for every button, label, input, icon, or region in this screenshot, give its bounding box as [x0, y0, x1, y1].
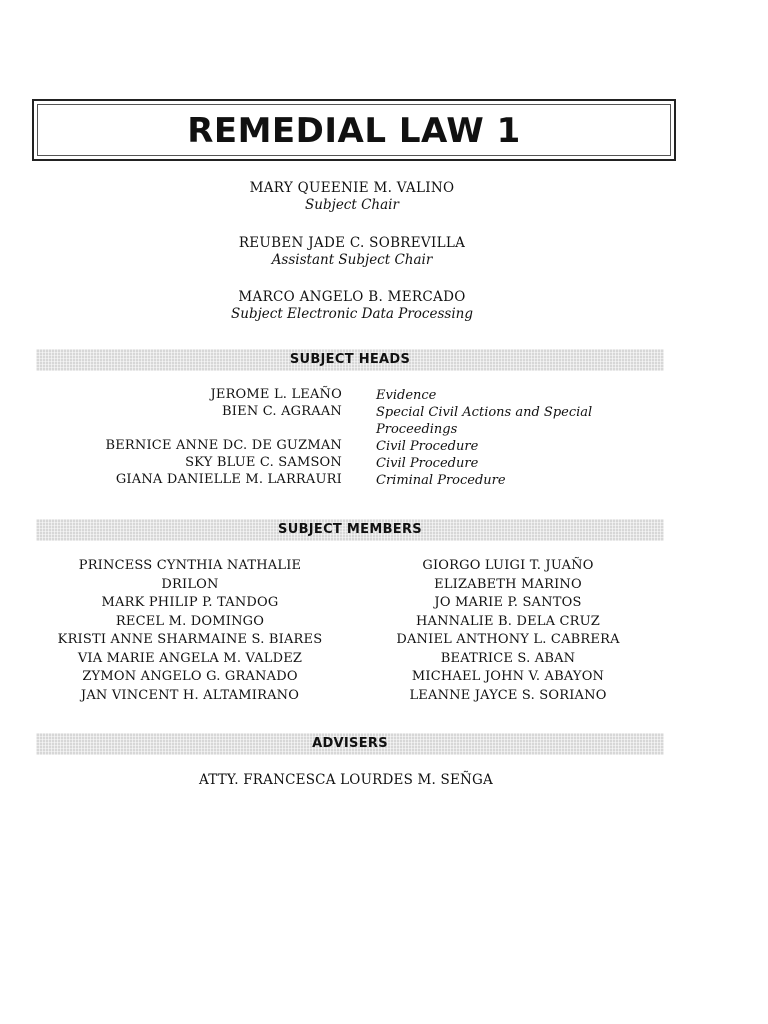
head-subject: Civil Procedure [376, 456, 479, 471]
member-name: JO MARIE P. SANTOS [434, 595, 582, 610]
officer-subject-chair [0, 180, 704, 213]
title-box [32, 99, 676, 161]
section-label: SUBJECT MEMBERS [278, 522, 422, 537]
officer-name: MARCO ANGELO B. MERCADO [238, 289, 466, 305]
member-name: ELIZABETH MARINO [434, 576, 582, 592]
member-name: MICHAEL JOHN V. ABAYON [411, 669, 605, 684]
head-subject: Evidence [376, 388, 437, 403]
section-band-advisers [36, 733, 664, 755]
members-left-column [40, 558, 340, 706]
head-name: BIEN C. AGRAAN [222, 404, 342, 419]
section-band-subject-heads [36, 349, 664, 371]
officer-name: MARY QUEENIE M. VALINO [249, 180, 455, 196]
member-name: DANIEL ANTHONY L. CABRERA [396, 632, 620, 647]
head-row [0, 472, 768, 489]
member-name: MARK PHILIP P. TANDOG [101, 595, 279, 610]
head-name: BERNICE ANNE DC. DE GUZMAN [105, 438, 342, 453]
member-name: GIORGO LUIGI T. JUAÑO [422, 558, 594, 573]
officer-assistant-chair [0, 235, 704, 268]
head-row [0, 404, 768, 438]
head-name: JEROME L. LEAÑO [210, 387, 342, 402]
head-row [0, 438, 768, 455]
head-name: GIANA DANIELLE M. LARRAURI [115, 472, 342, 487]
head-subject: Special Civil Actions and Special Proceedings [376, 405, 593, 437]
adviser-name: ATTY. FRANCESCA LOURDES M. SEÑGA [199, 772, 493, 788]
member-name: ZYMON ANGELO G. GRANADO [82, 669, 298, 684]
head-subject: Criminal Procedure [376, 473, 506, 488]
officer-edp [0, 289, 704, 322]
subject-heads-list [0, 387, 768, 489]
officer-role: Assistant Subject Chair [271, 252, 433, 268]
member-name: LEANNE JAYCE S. SORIANO [409, 687, 607, 703]
member-name: KRISTI ANNE SHARMAINE S. BIARES [57, 632, 323, 647]
head-name: SKY BLUE C. SAMSON [185, 455, 342, 470]
section-label: ADVISERS [312, 736, 388, 751]
member-name: JAN VINCENT H. ALTAMIRANO [80, 687, 300, 703]
officer-role: Subject Electronic Data Processing [231, 306, 473, 322]
members-right-column [358, 558, 658, 706]
page-title: REMEDIAL LAW 1 [187, 111, 521, 151]
head-row [0, 455, 768, 472]
member-name: HANNALIE B. DELA CRUZ [415, 613, 601, 629]
member-name: BEATRICE S. ABAN [440, 650, 576, 666]
section-label: SUBJECT HEADS [289, 352, 411, 367]
member-name: RECEL M. DOMINGO [115, 613, 265, 629]
officer-role: Subject Chair [305, 197, 399, 213]
section-band-subject-members [36, 519, 664, 541]
member-name: DRILON [161, 576, 219, 592]
member-name: PRINCESS CYNTHIA NATHALIE [78, 558, 302, 573]
head-row [0, 387, 768, 404]
officer-name: REUBEN JADE C. SOBREVILLA [238, 235, 466, 251]
member-name: VIA MARIE ANGELA M. VALDEZ [77, 650, 303, 666]
head-subject: Civil Procedure [376, 439, 479, 454]
